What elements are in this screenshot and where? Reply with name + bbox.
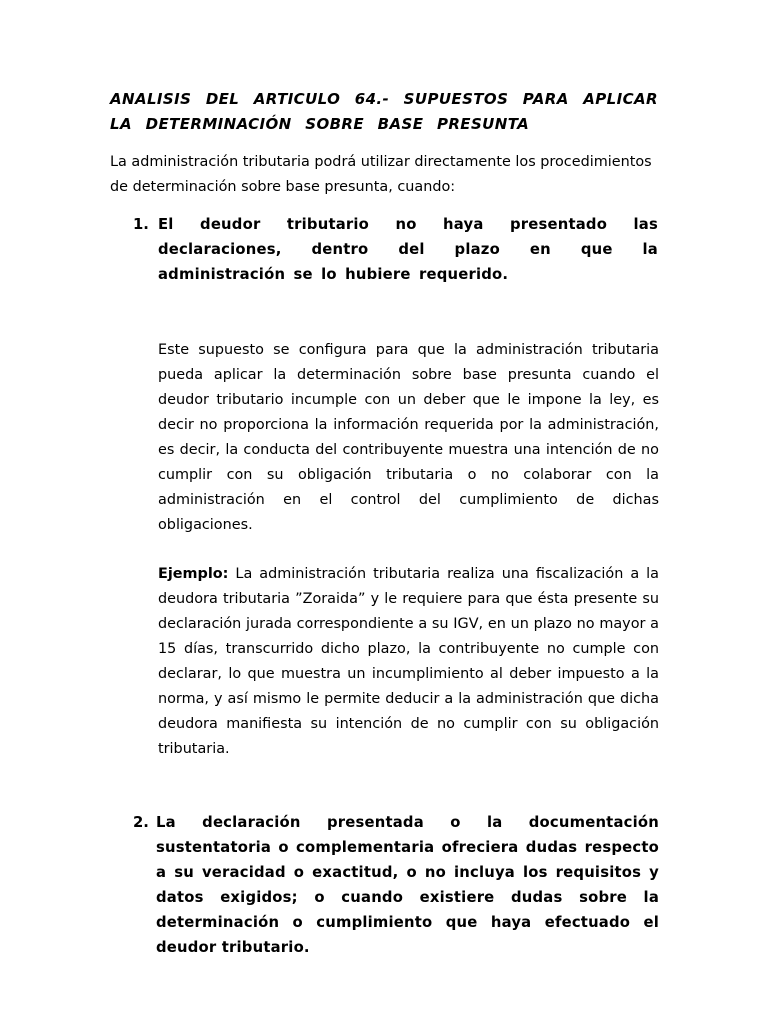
list-item-2-text: La declaración presentada o la documentación sustentatoria o complementaria ofreciera dudas respecto a su veracidad o exactitud, o no incluya los requisitos y datos exigidos; o cuando existiere dudas sobre la determinación o cumplimiento que haya efectuado el deudor tributario. [156,814,659,956]
example-paragraph [158,562,659,762]
explanation-paragraph: Este supuesto se configura para que la administración tributaria pueda aplicar la determinación sobre base presunta cuando el deudor tributario incumple con un deber que le impone la ley, es decir no proporciona la información requerida por la administración, es decir, la conducta del contribuyente muestra una intención de no cumplir con su obligación tributaria o no colaborar con la administración en el control del cumplimiento de dichas obligaciones. [158,342,659,533]
intro-paragraph: La administración tributaria podrá utilizar directamente los procedimientos de determinación sobre base presunta, cuando: [110,154,652,195]
example-label: Ejemplo: [158,566,229,582]
example-text: La administración tributaria realiza una fiscalización a la deudora tributaria ”Zoraida” y le requiere para que ésta presente su declaración jurada correspondiente a su IGV, en un plazo no mayor a 15 días, transcurrido dicho plazo, la contribuyente no cumple con declarar, lo que muestra un incumplimiento al deber impuesto a la norma, y así mismo le permite deducir a la administración que dicha deudora manifiesta su intención de no cumplir con su obligación tributaria. [158,566,659,757]
item-number-2: 2. [133,814,149,831]
item-number-1: 1. [133,216,149,233]
list-item-1-text: El deudor tributario no haya presentado las declaraciones, dentro del plazo en que la administración se lo hubiere requerido. [158,216,658,283]
document-title: ANALISIS DEL ARTICULO 64.- SUPUESTOS PARA APLICAR LA DETERMINACIÓN SOBRE BASE PRESUNTA [110,90,658,133]
